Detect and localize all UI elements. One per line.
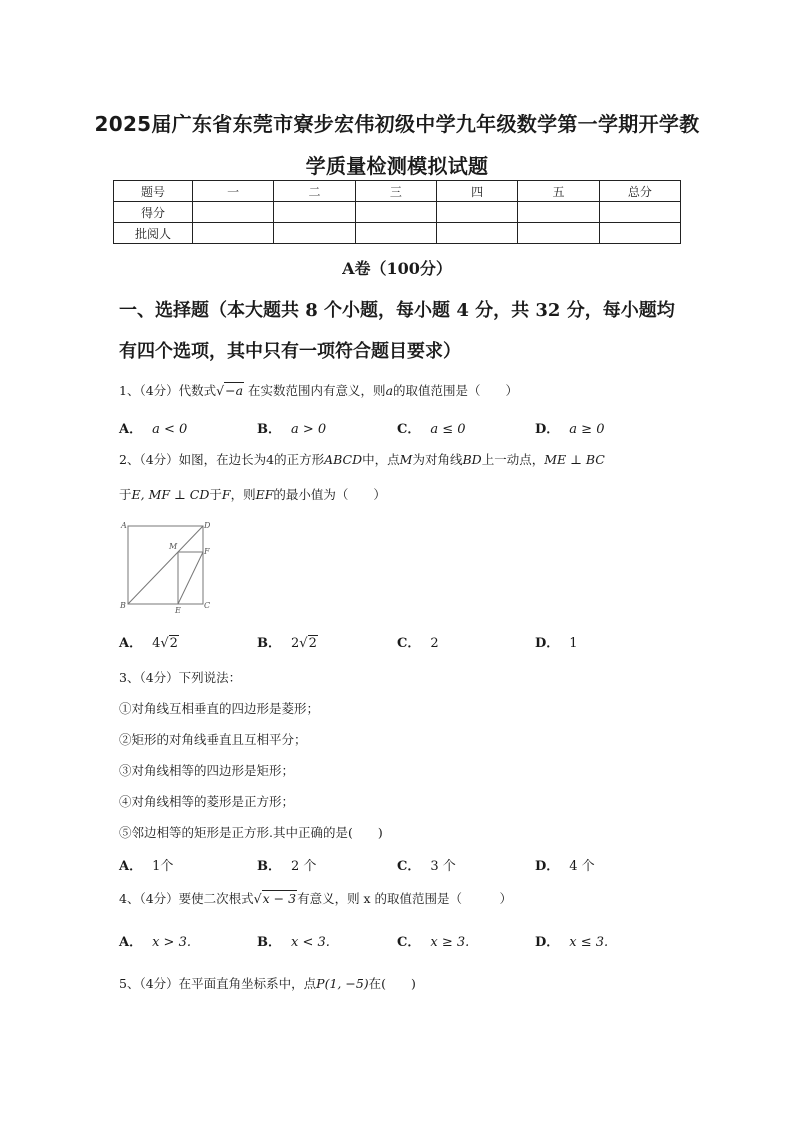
option-coef: 2	[291, 636, 300, 651]
label-c: C	[204, 601, 211, 610]
option-text: x ≤ 3.	[569, 935, 609, 950]
score-cell[interactable]	[436, 202, 517, 223]
option-label: B．	[257, 859, 281, 874]
score-table-header-row	[114, 181, 681, 202]
q2-math-f: F	[221, 487, 231, 502]
option-label: D．	[535, 422, 560, 437]
q2-text: 为对角线	[412, 452, 463, 467]
q2-text: ，则	[230, 487, 256, 502]
question-2-stem-line-1	[119, 450, 605, 468]
q3-statement: ⑤邻边相等的矩形是正方形.其中正确的是( )	[119, 825, 383, 840]
question-4-stem	[119, 889, 512, 907]
score-row-label: 得分	[114, 202, 193, 223]
option-label: C．	[397, 935, 421, 950]
label-a: A	[121, 521, 127, 530]
score-cell[interactable]	[436, 223, 517, 244]
q1-var: a	[385, 383, 394, 398]
option-text: 1个	[152, 859, 174, 874]
q2-text: 2、（4分）如图，在边长为4的正方形	[119, 452, 325, 467]
option-label: D．	[535, 859, 560, 874]
part1-heading-line-1: 一、选择题（本大题共 8 个小题，每小题 4 分，共 32 分，每小题均	[119, 300, 675, 321]
option-label: C．	[397, 859, 421, 874]
score-table	[113, 180, 681, 244]
option-coef: 4	[152, 636, 161, 651]
label-b: B	[120, 601, 126, 610]
score-header-cell: 二	[274, 181, 355, 202]
score-header-cell: 三	[355, 181, 436, 202]
score-cell[interactable]	[355, 223, 436, 244]
question-1-stem	[119, 381, 518, 399]
score-cell[interactable]	[193, 202, 274, 223]
option-text: x > 3.	[152, 935, 191, 950]
question-2-stem-line-2	[119, 485, 386, 503]
q2-math-bd: BD	[462, 452, 482, 467]
q5-point: P(1, −5)	[316, 976, 369, 991]
exam-title-line-2: 学质量检测模拟试题	[305, 154, 489, 178]
score-cell[interactable]	[355, 202, 436, 223]
segment-ef	[178, 552, 203, 604]
part1-heading-line-2: 有四个选项，其中只有一项符合题目要求）	[119, 341, 461, 362]
q1-option-d[interactable]	[535, 418, 604, 437]
q3-statement: ③对角线相等的四边形是矩形；	[119, 763, 295, 778]
option-text: a < 0	[152, 422, 188, 437]
sqrt-symbol: √	[160, 636, 169, 651]
q3-option-b[interactable]	[257, 855, 316, 874]
q2-option-b[interactable]	[257, 632, 318, 651]
option-label: C．	[397, 636, 421, 651]
q3-statement: ①对角线互相垂直的四边形是菱形；	[119, 701, 320, 716]
q1-option-a[interactable]	[119, 418, 187, 437]
q2-math-ef: EF	[255, 487, 274, 502]
score-cell[interactable]	[193, 223, 274, 244]
score-header-cell: 四	[436, 181, 517, 202]
option-text: 4 个	[569, 859, 595, 874]
score-header-cell: 五	[518, 181, 599, 202]
q3-option-a[interactable]	[119, 855, 173, 874]
option-label: B．	[257, 422, 281, 437]
score-cell[interactable]	[274, 202, 355, 223]
q2-math-mf-cd: E, MF ⊥ CD	[131, 487, 210, 502]
score-cell[interactable]	[599, 202, 680, 223]
option-label: D．	[535, 935, 560, 950]
q3-statement: ④对角线相等的菱形是正方形；	[119, 794, 295, 809]
option-label: A．	[119, 935, 143, 950]
exam-title-line-1: 2025届广东省东莞市寮步宏伟初级中学九年级数学第一学期开学教	[94, 112, 700, 136]
sqrt-symbol: √	[299, 636, 308, 651]
q1-option-b[interactable]	[257, 418, 326, 437]
q4-option-a[interactable]	[119, 931, 191, 950]
q2-math-abcd: ABCD	[324, 452, 363, 467]
score-row-label: 批阅人	[114, 223, 193, 244]
q4-prefix: 4、（4分）要使二次根式	[119, 891, 254, 906]
q2-text: 上一动点，	[481, 452, 545, 467]
option-label: A．	[119, 422, 143, 437]
option-label: A．	[119, 636, 143, 651]
q2-text: 的最小值为（ ）	[273, 487, 386, 502]
score-header-cell: 一	[193, 181, 274, 202]
q1-prefix: 1、（4分）代数式	[119, 383, 217, 398]
option-text: 1	[569, 636, 578, 651]
q1-radicand: −a	[225, 383, 244, 398]
question-3-stem: 3、（4分）下列说法：	[119, 670, 242, 685]
score-cell[interactable]	[518, 202, 599, 223]
label-e: E	[175, 606, 181, 614]
score-cell[interactable]	[599, 223, 680, 244]
q1-middle: 在实数范围内有意义，则	[248, 383, 386, 398]
option-label: B．	[257, 935, 281, 950]
sqrt-symbol: √	[216, 383, 225, 398]
q4-radicand: x − 3	[262, 891, 297, 906]
option-text: a ≤ 0	[430, 422, 466, 437]
sqrt-symbol: √	[253, 891, 262, 906]
score-header-cell: 题号	[114, 181, 193, 202]
diagonal-bd	[128, 526, 203, 604]
label-d: D	[204, 521, 211, 530]
option-text: a ≥ 0	[569, 422, 605, 437]
label-m: M	[169, 542, 178, 551]
q2-text: 中，点	[362, 452, 400, 467]
q4-option-d[interactable]	[535, 931, 608, 950]
option-text: 3 个	[430, 859, 456, 874]
q2-option-a[interactable]	[119, 632, 179, 651]
square-abcd-figure	[119, 518, 211, 614]
q2-text: 于	[119, 487, 132, 502]
option-label: D．	[535, 636, 560, 651]
q5-suffix: 在( )	[368, 976, 416, 991]
q2-math-m: M	[399, 452, 413, 467]
q4-suffix: 有意义，则 x 的取值范围是（ ）	[297, 891, 513, 906]
option-text: 2 个	[291, 859, 317, 874]
option-text: x < 3.	[291, 935, 330, 950]
option-text: a > 0	[291, 422, 327, 437]
question-5-stem	[119, 974, 416, 992]
score-header-cell: 总分	[599, 181, 680, 202]
q2-math-me-bc: ME ⊥ BC	[544, 452, 605, 467]
q2-option-d[interactable]	[535, 632, 578, 651]
option-radicand: 2	[308, 636, 317, 651]
option-label: C．	[397, 422, 421, 437]
label-f: F	[204, 547, 210, 556]
q3-option-c[interactable]	[397, 855, 456, 874]
section-a-title: A卷（100分）	[342, 259, 452, 278]
score-cell[interactable]	[274, 223, 355, 244]
q2-option-c[interactable]	[397, 632, 439, 651]
option-text: x ≥ 3.	[430, 935, 470, 950]
q3-option-d[interactable]	[535, 855, 595, 874]
q3-statement: ②矩形的对角线垂直且互相平分；	[119, 732, 307, 747]
score-cell[interactable]	[518, 223, 599, 244]
q4-option-b[interactable]	[257, 931, 330, 950]
option-text: 2	[430, 636, 439, 651]
score-table-row	[114, 223, 681, 244]
q1-suffix: 的取值范围是（ ）	[393, 383, 519, 398]
option-radicand: 2	[169, 636, 178, 651]
q5-prefix: 5、（4分）在平面直角坐标系中，点	[119, 976, 317, 991]
q1-option-c[interactable]	[397, 418, 466, 437]
option-label: B．	[257, 636, 281, 651]
score-table-row	[114, 202, 681, 223]
q4-option-c[interactable]	[397, 931, 469, 950]
option-label: A．	[119, 859, 143, 874]
q2-text: 于	[209, 487, 222, 502]
